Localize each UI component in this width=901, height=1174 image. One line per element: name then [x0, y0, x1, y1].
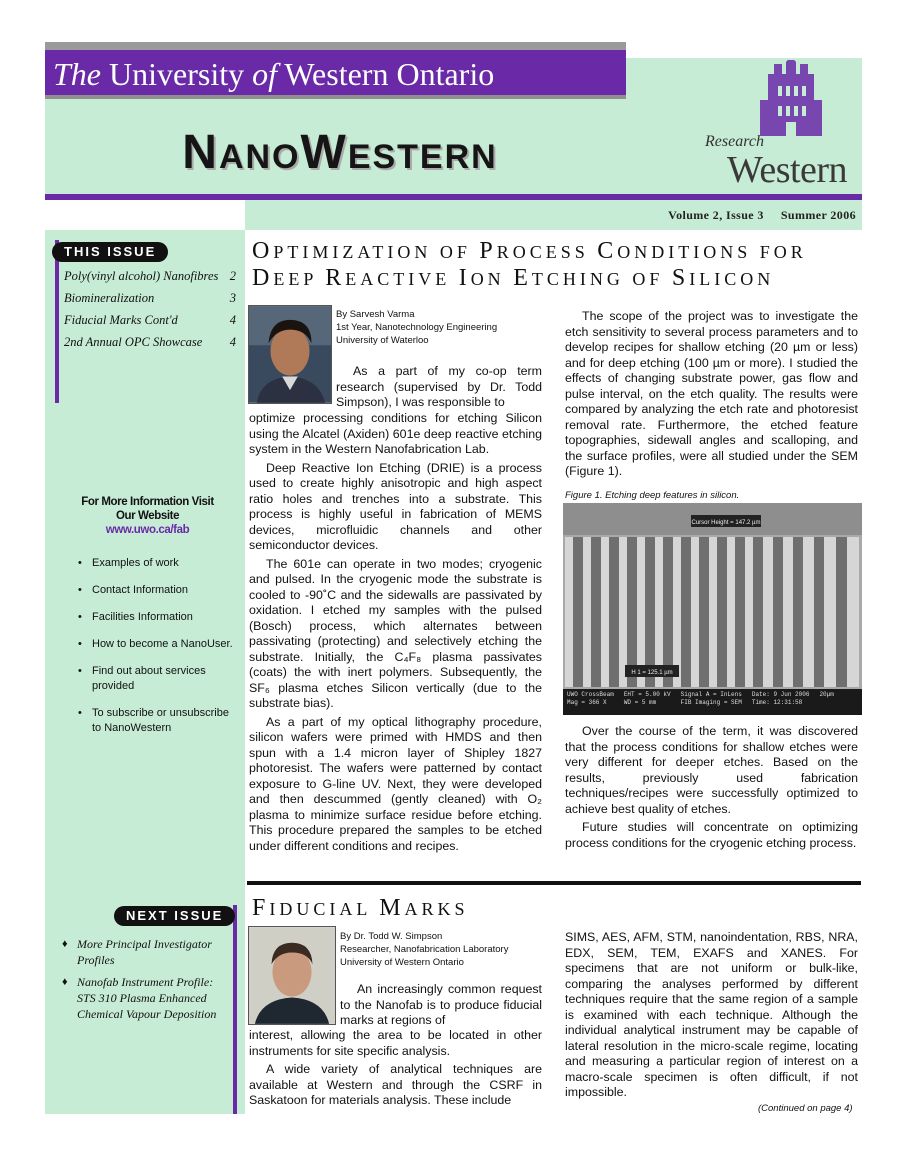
list-item[interactable]: • Examples of work: [78, 556, 238, 571]
sem-info-bar: [563, 689, 862, 715]
title-small: EEP: [273, 269, 326, 289]
toc-item[interactable]: [64, 268, 236, 290]
title-the: The: [53, 56, 101, 92]
author-school: University of Waterloo: [336, 335, 429, 346]
more-info-line: For More Information Visit: [81, 496, 214, 508]
title-small: ROCESS: [496, 242, 598, 262]
toc-title: Poly(vinyl alcohol) Nanofibres: [64, 269, 219, 283]
issue-info: Volume 2, Issue 3 Summer 2006: [668, 208, 856, 222]
toc-page: 4: [229, 313, 236, 327]
sem-info: WD = 5 mm: [623, 699, 657, 706]
toc-page: 2: [229, 269, 236, 283]
title-university: University: [109, 56, 245, 92]
article2-paragraph-intro: [340, 982, 542, 1032]
title-cap: I: [458, 265, 471, 291]
sem-info: FIB Imaging = SEM: [680, 699, 742, 706]
sem-info: Signal A = InLens: [680, 691, 742, 698]
title-cap: R: [325, 265, 346, 291]
sem-height-label: H 1 = 125.1 µm: [631, 670, 673, 676]
toc-page: 4: [229, 335, 236, 349]
title-small: ILICON: [689, 269, 775, 289]
masthead-w: W: [300, 126, 348, 179]
article2-column-right: [565, 930, 858, 1104]
title-cap: M: [379, 895, 405, 921]
this-issue-label: THIS ISSUE: [52, 242, 168, 262]
paragraph: As a part of my co-op term research (supervised by Dr. Todd Simpson), I was responsible to: [336, 364, 542, 409]
list-item[interactable]: • Find out about services provided: [78, 664, 238, 694]
title-small: TCHING OF: [531, 269, 672, 289]
list-item[interactable]: • How to become a NanoUser.: [78, 637, 238, 652]
sem-trench-image: [563, 503, 862, 689]
website-links-list: [78, 556, 238, 748]
university-title-bar: [45, 50, 626, 99]
paragraph: interest, allowing the area to be located in other instruments for site specific analysis.: [249, 1028, 542, 1058]
title-western-ontario: Western Ontario: [284, 56, 495, 92]
author-photo-simpson: [248, 926, 336, 1025]
paragraph: Future studies will concentrate on optimizing process conditions for the cryogenic etching process.: [565, 820, 858, 850]
article2-column-left: [249, 1028, 542, 1112]
title-cap: F: [252, 895, 270, 921]
masthead-ano: ANO: [218, 138, 301, 176]
sem-info: UWO CrossBeam: [567, 691, 614, 698]
title-small: ARKS: [404, 899, 469, 919]
website-link[interactable]: www.uwo.ca/fab: [105, 524, 190, 536]
sem-info: Time: 12:31:58: [751, 699, 803, 706]
masthead-estern: ESTERN: [347, 138, 498, 176]
list-item[interactable]: • Facilities Information: [78, 610, 238, 625]
title-small: IDUCIAL: [269, 899, 380, 919]
sem-figure: [563, 503, 862, 715]
article1-title-line2: [252, 265, 774, 292]
article1-column-right-bottom: [565, 724, 858, 854]
title-cap: P: [479, 238, 497, 264]
sidebar-accent-line: [55, 240, 59, 403]
next-issue-accent-line: [233, 905, 237, 1114]
author-program: 1st Year, Nanotechnology Engineering: [336, 322, 498, 333]
masthead-n: N: [182, 126, 219, 179]
list-item: ♦ More Principal Investigator Profiles: [62, 936, 232, 968]
sem-info: Mag = 366 X: [567, 699, 607, 706]
paragraph: An increasingly common request to the Nanofab is to produce fiducial marks at regions of: [340, 982, 542, 1027]
table-of-contents: [64, 268, 236, 356]
toc-title: Fiducial Marks Cont'd: [64, 313, 178, 327]
toc-item[interactable]: [64, 290, 236, 312]
article1-column-right-top: [565, 309, 858, 483]
more-info-line: Our Website: [115, 510, 180, 522]
sem-cursor-label: Cursor Height = 147.2 µm: [691, 520, 761, 526]
list-item[interactable]: • To subscribe or unsubscribe to NanoWestern: [78, 706, 238, 736]
next-issue-list: [62, 936, 232, 1028]
toc-title: 2nd Annual OPC Showcase: [64, 335, 203, 349]
list-item[interactable]: • Contact Information: [78, 583, 238, 598]
paragraph: A wide variety of analytical techniques are available at Western and through the CSRF in Saskatoon for materials analysis. These include: [249, 1062, 542, 1107]
title-cap: E: [513, 265, 532, 291]
author-school: University of Western Ontario: [340, 957, 464, 968]
article2-byline: [340, 930, 508, 969]
title-cap: C: [597, 238, 618, 264]
title-small: ONDITIONS FOR: [617, 242, 807, 262]
title-of: of: [252, 56, 277, 92]
paragraph: Deep Reactive Ion Etching (DRIE) is a process used to create highly anisotropic and high aspect ratio holes and trenches into a substrate. This process is highly useful in fabrication of MEMS devices, microfluidic channels and other semiconductor devices.: [249, 460, 542, 552]
title-cap: O: [252, 238, 274, 264]
article1-byline: [336, 308, 497, 347]
article1-paragraph-intro: [336, 364, 542, 414]
toc-item[interactable]: [64, 312, 236, 334]
logo-research-text: Research: [705, 133, 764, 150]
toc-page: 3: [229, 291, 236, 305]
title-small: EACTIVE: [345, 269, 459, 289]
author-role: Researcher, Nanofabrication Laboratory: [340, 944, 509, 955]
paragraph: As a part of my optical lithography procedure, silicon wafers were primed with HMDS and then spun with a 1.4 micron layer of Shipley 1827 photoresist. The wafers were patterned by contact exposure to G-line UV. Next, they were developed and then descummed (gently cleaned) with O₂ plasma to minimize surface residue before etching. This procedure prepared the samples to be etched under different conditions and recipes.: [249, 714, 542, 853]
sem-info: EHT = 5.00 kV: [623, 691, 671, 698]
article1-title-line1: [252, 238, 807, 265]
figure-caption: Figure 1. Etching deep features in silicon.: [565, 490, 740, 501]
title-cap: D: [252, 265, 274, 291]
paragraph: SIMS, AES, AFM, STM, nanoindentation, RBS, NRA, EDX, SEM, TEM, EXAFS and XANES. For specimens that are not uniform or bulk-like, comparing the analyses performed by different techniques require that the same region of a sample is examined with each technique. Although the individual analytical instrument may be capable of lateral resolution in the micro-scale regime, locating and measuring a particular region of interest on a macro-scale specimen is often difficult, if not impossible.: [565, 930, 858, 1099]
paragraph: The scope of the project was to investigate the etch sensitivity to several process parameters and to develop recipes for shallow etching (20 µm or less) and for deep etching (100 µm or more). I studied the effects of changing substrate power, gas flow and pulse interval, on the etch quality. The results were compared by analyzing the etch rate and photoresist removal rate. Furthermore, the etched feature topographies, sidewall angles and scalloping, and the surface profiles, were all studied under the SEM (Figure 1).: [565, 309, 858, 478]
title-small: ON: [470, 269, 514, 289]
author-name: By Dr. Todd W. Simpson: [340, 931, 443, 942]
sem-info: Date: 9 Jun 2006: [751, 691, 810, 698]
sem-scale-bar: 20µm: [819, 691, 834, 698]
author-name: By Sarvesh Varma: [336, 309, 415, 320]
paragraph: Over the course of the term, it was discovered that the process conditions for shallow etches were very different for deeper etches. Based on the results, previously used fabrication techniques/recipes were successfully optimized to achieve best quality of etches.: [565, 724, 858, 816]
article2-title: [252, 895, 469, 922]
header-gray-strip: [45, 42, 626, 50]
paragraph: optimize processing conditions for etching Silicon using the Alcatel (Axiden) 601e deep reactive etching system in the Western Nanofabrication Lab.: [249, 411, 542, 456]
toc-item[interactable]: [64, 334, 236, 356]
more-info-block: [70, 495, 225, 537]
article-divider: [247, 881, 861, 885]
paragraph: The 601e can operate in two modes; cryogenic and pulsed. In the cryogenic mode the substrate is cooled to -90˚C and the sidewalls are passivated by oxidation. I etched my samples with the pulsed (Bosch) process, which alternates between passivating (protecting) and selectively etching the substrate. Initially, the C₄F₈ plasma passivates (coats) the with inert polymers. Subsequently, the SF₆ plasma etches Silicon vertically (due to the substrate bias).: [249, 556, 542, 710]
title-cap: S: [671, 265, 690, 291]
logo-western-text: Western: [727, 149, 848, 191]
next-issue-label: NEXT ISSUE: [114, 906, 235, 926]
article1-column-left: [249, 411, 542, 857]
title-small: PTIMIZATION OF: [273, 242, 480, 262]
toc-title: Biomineralization: [64, 291, 155, 305]
list-item: ♦ Nanofab Instrument Profile: STS 310 Plasma Enhanced Chemical Vapour Deposition: [62, 974, 232, 1022]
newsletter-masthead: [45, 125, 635, 180]
author-photo-varma: [248, 305, 332, 404]
continued-note: (Continued on page 4): [758, 1103, 853, 1114]
